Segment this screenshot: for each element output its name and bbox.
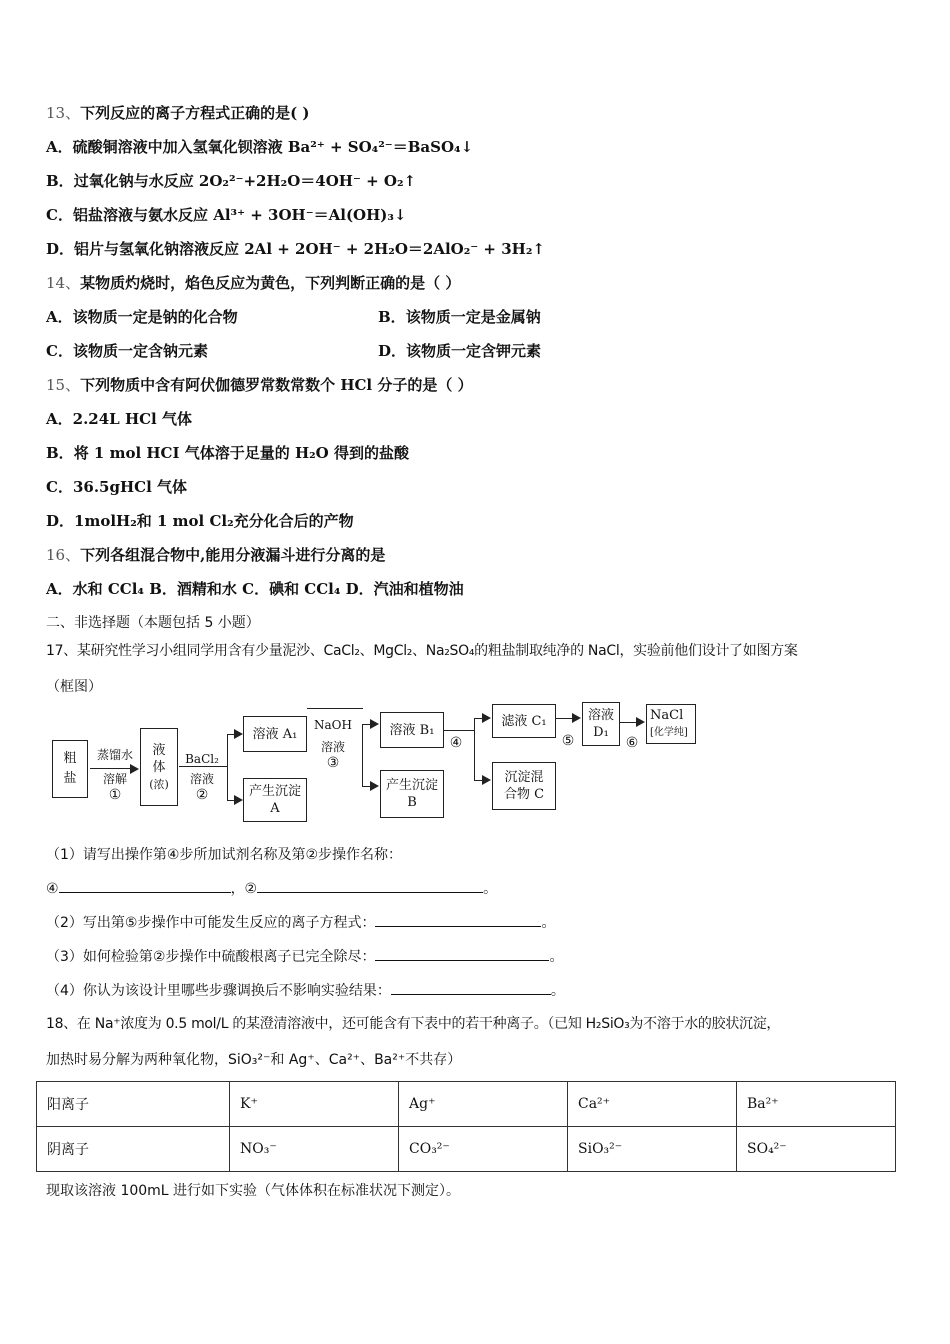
q17-sub1-prompt: （1）请写出操作第④步所加试剂名称及第②步操作名称： [46, 847, 403, 863]
box-label: 溶液 A₁ [252, 726, 298, 742]
arrow-line [307, 708, 363, 709]
box-label: 沉淀混 [504, 770, 544, 785]
option-text: 该物质一定含钠元素 [72, 342, 208, 360]
box-solution-a1 [243, 716, 307, 752]
option-label: A． [46, 138, 73, 156]
branch-line [227, 734, 228, 800]
sub-question-text: （4）你认为该设计里哪些步骤调换后不影响实验结果： [46, 983, 391, 999]
row-header: 阳离子 [37, 1082, 230, 1127]
box-label: NaCl [650, 708, 684, 723]
arrow-head-icon [636, 717, 645, 727]
arrow-head-icon [370, 781, 379, 791]
step3-reagent: NaOH [314, 718, 352, 732]
option-text: 硫酸铜溶液中加入氢氧化钡溶液 [72, 138, 288, 156]
box-solution-b1 [380, 712, 444, 748]
box-solution-d1 [582, 702, 620, 746]
option-text: 该物质一定含钾元素 [406, 342, 542, 360]
q13-option-b [46, 171, 416, 191]
q15-stem [46, 375, 473, 395]
q15-option-c [46, 477, 187, 497]
option-formula: Ba²⁺ + SO₄²⁻＝BaSO₄↓ [287, 138, 474, 156]
q14-option-a [46, 307, 238, 327]
box-label: [化学纯] [650, 727, 688, 738]
q17-stem-line1 [46, 641, 798, 661]
option-text: 过氧化钠与水反应 [73, 172, 199, 190]
box-crude-salt [52, 740, 88, 798]
box-label: 粗盐 [63, 751, 77, 786]
step2-action: 溶液 [189, 772, 214, 786]
answer-blank-sub3[interactable] [375, 946, 549, 961]
q17-sub4 [46, 980, 565, 1001]
q18-stem-line2: 加热时易分解为两种氧化物，SiO₃²⁻和 Ag⁺、Ca²⁺、Ba²⁺不共存） [46, 1052, 462, 1068]
answer-blank-step2[interactable] [257, 878, 483, 893]
question-text: 某物质灼烧时，焰色反应为黄色，下列判断正确的是（ ） [80, 274, 461, 292]
option-label: B． [46, 444, 74, 462]
row-header: 阴离子 [37, 1127, 230, 1172]
arrow-head-icon [234, 729, 243, 739]
arrow-line [179, 766, 227, 767]
box-label: D₁ [593, 725, 609, 740]
option-label: A． [46, 410, 73, 428]
step1-number: ① [108, 787, 122, 803]
box-label: 溶液 [587, 708, 614, 723]
arrow-line [90, 768, 130, 769]
answer-blank-sub2[interactable] [375, 912, 541, 927]
table-row-anions [37, 1127, 896, 1172]
q15-option-b [46, 443, 409, 463]
option-formula: 2Al + 2OH⁻ + 2H₂O＝2AlO₂⁻ + 3H₂↑ [244, 240, 545, 258]
step2-number: ② [195, 787, 209, 803]
option-text: 将 1 mol HCI 气体溶于足量的 H₂O 得到的盐酸 [73, 444, 409, 462]
q18-stem-line1 [46, 1014, 780, 1034]
q17-sub2 [46, 912, 555, 933]
step4-mark: ④ [46, 881, 59, 897]
question-number: 15、 [46, 376, 81, 394]
box-label: 产生沉淀 [248, 784, 301, 799]
box-filtrate-c1 [492, 704, 556, 738]
option-label: A． [46, 308, 73, 326]
sub-question-text: （3）如何检验第②步操作中硫酸根离子已完全除尽： [46, 949, 376, 965]
option-formula: Al³⁺ + 3OH⁻＝Al(OH)₃↓ [213, 206, 407, 224]
box-label: B [407, 795, 417, 810]
period: 。 [549, 949, 564, 965]
box-liquid [140, 728, 178, 806]
question-text: 下列反应的离子方程式正确的是( ) [80, 104, 310, 122]
section-title: 二、非选择题（本题包括 5 小题） [46, 615, 260, 631]
q13-option-d [46, 239, 545, 259]
box-label: 溶液 B₁ [389, 722, 435, 738]
q17-sub1-answers [46, 878, 497, 899]
option-text: 36.5gHCl 气体 [72, 478, 188, 496]
table-cell: SiO₃²⁻ [568, 1127, 737, 1172]
q14-option-d [378, 341, 541, 361]
question-number: 18、 [46, 1016, 77, 1032]
option-label: B． [378, 308, 406, 326]
q17-stem-line2: （框图） [46, 679, 102, 695]
option-label: D． [46, 512, 75, 530]
table-cell: NO₃⁻ [230, 1127, 399, 1172]
option-text: 铝片与氢氧化钠溶液反应 [74, 240, 245, 258]
period: 。 [483, 881, 498, 897]
q15-option-d [46, 511, 354, 531]
question-text: 下列物质中含有阿伏伽德罗常数常数个 HCl 分子的是（ ） [80, 376, 473, 394]
answer-blank-step4[interactable] [59, 878, 231, 893]
table-cell: Ca²⁺ [568, 1082, 737, 1127]
q16-stem [46, 545, 385, 565]
q13-option-a [46, 137, 473, 157]
box-label: A [270, 801, 280, 816]
table-cell: Ba²⁺ [737, 1082, 896, 1127]
option-text: 1molH₂和 1 mol Cl₂充分化合后的产物 [74, 512, 354, 530]
question-text: 某研究性学习小组同学用含有少量泥沙、CaCl₂、MgCl₂、Na₂SO₄的粗盐制取纯净的 NaCl，实验前他们设计了如图方案 [76, 643, 798, 659]
question-number: 17、 [46, 643, 77, 659]
box-nacl-product [646, 704, 696, 744]
box-mixture-c [492, 762, 556, 810]
arrow-head-icon [572, 713, 581, 723]
option-formula: 2O₂²⁻+2H₂O＝4OH⁻ + O₂↑ [198, 172, 417, 190]
step5-number: ⑤ [561, 733, 575, 749]
q13-stem [46, 103, 310, 123]
arrow-line [444, 730, 474, 731]
box-label: (浓) [149, 777, 169, 791]
option-text: 该物质一定是钠的化合物 [72, 308, 238, 326]
option-label: C． [46, 206, 73, 224]
question-text: 在 Na⁺浓度为 0.5 mol/L 的某澄清溶液中，还可能含有下表中的若干种离子。（已知 H₂SiO₃为不溶于水的胶状沉淀， [76, 1016, 781, 1032]
question-number: 14、 [46, 274, 81, 292]
sub-question-text: （2）写出第⑤步操作中可能发生反应的离子方程式： [46, 915, 376, 931]
period: 。 [550, 983, 565, 999]
option-text: 2.24L HCl 气体 [72, 410, 192, 428]
step4-number: ④ [449, 735, 463, 751]
period: 。 [541, 915, 556, 931]
table-cell: SO₄²⁻ [737, 1127, 896, 1172]
step3-action: 溶液 [320, 740, 345, 754]
table-row-cations [37, 1082, 896, 1127]
branch-line [362, 724, 363, 786]
box-precipitate-b [380, 770, 444, 818]
answer-blank-sub4[interactable] [391, 980, 551, 995]
q14-option-b [378, 307, 541, 327]
box-label: 液 [152, 742, 166, 758]
question-text: 下列各组混合物中,能用分液漏斗进行分离的是 [80, 546, 386, 564]
option-label: D． [46, 240, 75, 258]
table-cell: K⁺ [230, 1082, 399, 1127]
option-text: 铝盐溶液与氨水反应 [72, 206, 214, 224]
option-text: 该物质一定是金属钠 [405, 308, 541, 326]
step6-number: ⑥ [625, 735, 639, 751]
arrow-head-icon [482, 713, 491, 723]
option-label: C． [46, 342, 73, 360]
arrow-head-icon [370, 719, 379, 729]
separator: ，② [230, 881, 258, 897]
q14-stem [46, 273, 460, 293]
option-label: C． [46, 478, 73, 496]
ion-table [36, 1081, 896, 1172]
box-label: 体 [152, 759, 166, 775]
step1-action: 溶解 [102, 772, 127, 786]
q18-after-table: 现取该溶液 100mL 进行如下实验（气体体积在标准状况下测定）。 [46, 1183, 461, 1199]
box-precipitate-a [243, 778, 307, 822]
flow-diagram [46, 708, 706, 823]
question-number: 13、 [46, 104, 81, 122]
step1-reagent: 蒸馏水 [96, 748, 133, 762]
arrow-head-icon [482, 775, 491, 785]
branch-line [474, 718, 475, 780]
option-label: D． [378, 342, 407, 360]
arrow-head-icon [234, 795, 243, 805]
table-cell: Ag⁺ [399, 1082, 568, 1127]
q16-options: A．水和 CCl₄ B．酒精和水 C．碘和 CCl₄ D．汽油和植物油 [46, 580, 464, 598]
box-label: 合物 C [503, 787, 545, 802]
q17-sub3 [46, 946, 563, 967]
box-label: 产生沉淀 [385, 778, 438, 793]
step2-reagent: BaCl₂ [185, 752, 219, 766]
option-label: B． [46, 172, 74, 190]
box-label: 滤液 C₁ [501, 713, 547, 729]
table-cell: CO₃²⁻ [399, 1127, 568, 1172]
step3-number: ③ [326, 755, 340, 771]
question-number: 16、 [46, 546, 81, 564]
q15-option-a [46, 409, 192, 429]
q14-option-c [46, 341, 208, 361]
q13-option-c [46, 205, 407, 225]
